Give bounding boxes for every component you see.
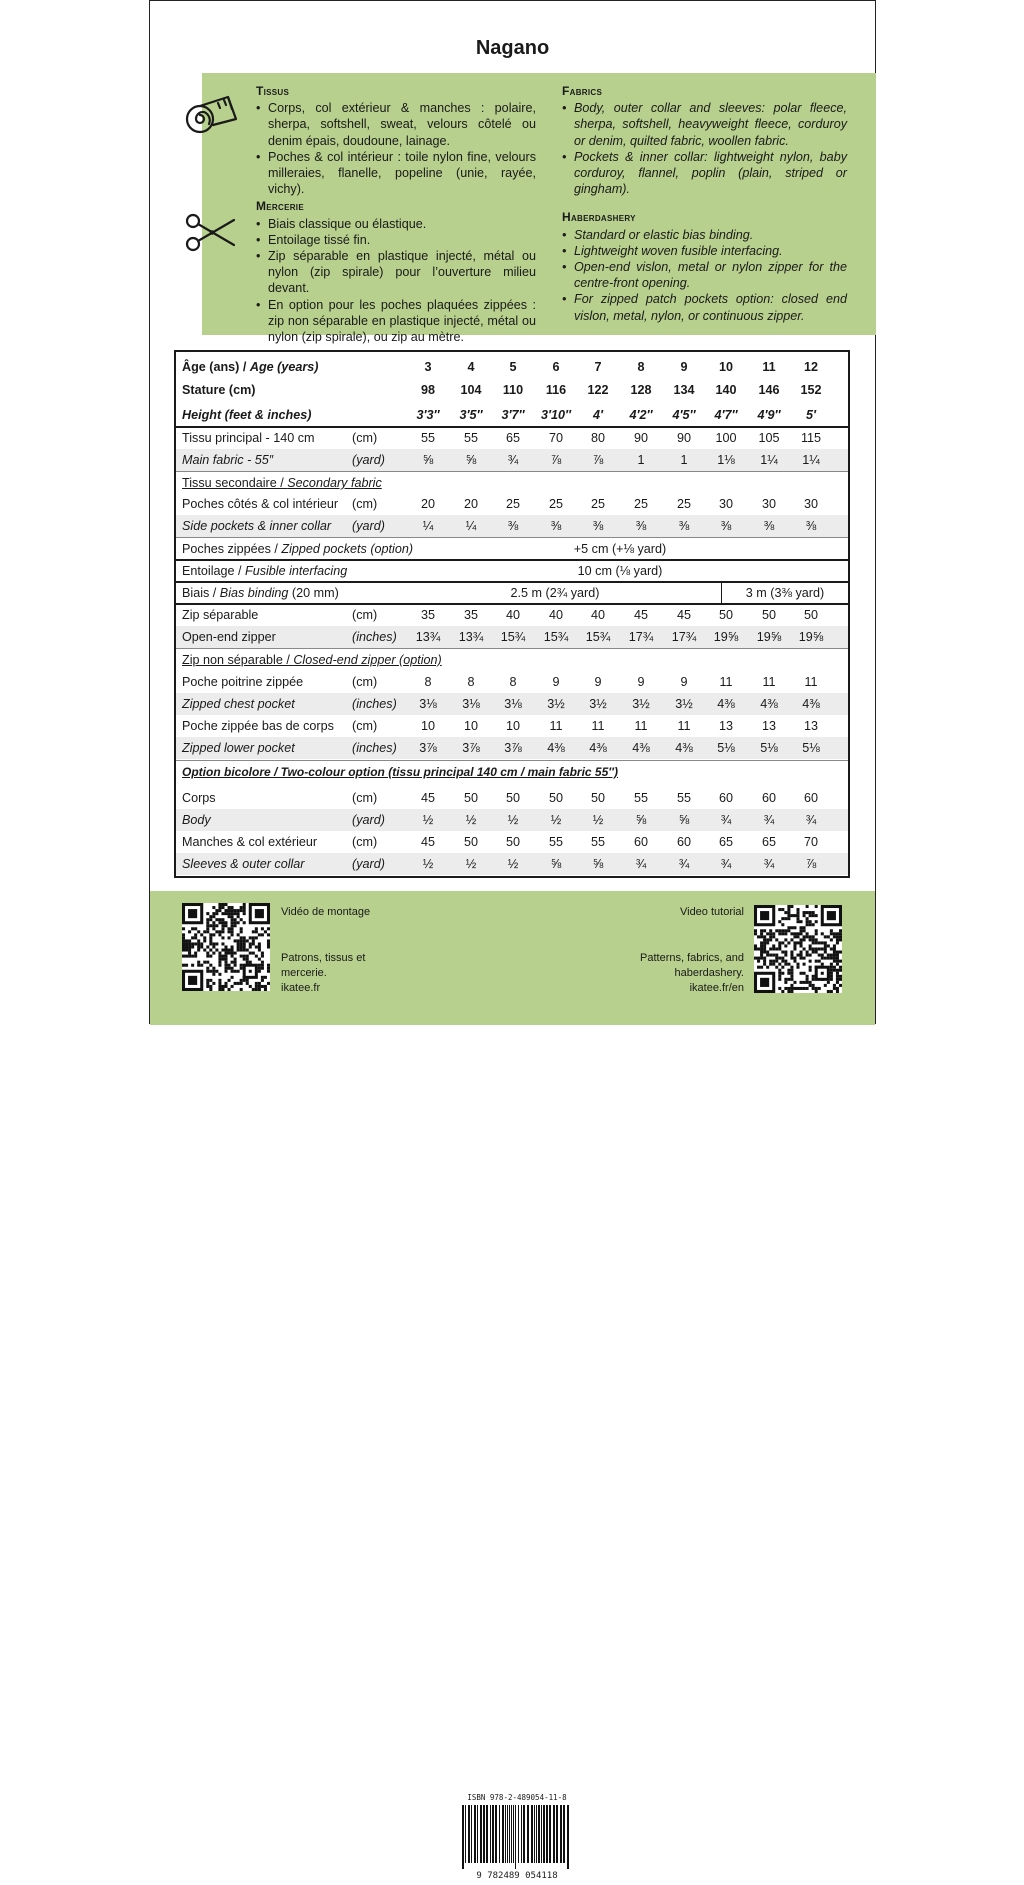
table-cell: 60	[761, 791, 776, 805]
table-cell: 1	[637, 453, 645, 467]
row-label: Poche zippée bas de corps	[182, 719, 334, 733]
row-unit: (cm)	[352, 719, 378, 733]
table-cell: ⅜	[763, 519, 775, 533]
table-cell: ⅜	[635, 519, 647, 533]
interfacing-row	[176, 560, 848, 582]
barcode-bars	[460, 1805, 574, 1869]
side-pockets-cm-row	[176, 493, 848, 515]
main-fabric-cm-row	[176, 427, 848, 449]
row-label	[182, 582, 339, 604]
table-cell: 55	[676, 791, 691, 805]
row-unit: (yard)	[352, 453, 385, 467]
row-label-part: Zipped pockets (option)	[281, 542, 414, 556]
table-cell: 35	[420, 608, 435, 622]
table-cell: 65	[718, 835, 733, 849]
list-item: • Biais classique ou élastique.	[256, 216, 536, 232]
table-cell: 10	[505, 719, 520, 733]
table-cell: 50	[548, 791, 563, 805]
table-cell: 50	[505, 835, 520, 849]
table-cell: 40	[505, 608, 520, 622]
row-unit: (cm)	[352, 497, 378, 511]
list-item: • En option pour les poches plaquées zippées : zip non séparable en plastique injecté, métal ou nylon (zip spirale), ou zip au mètre.	[256, 297, 536, 346]
table-cell: 11	[762, 360, 776, 374]
table-cell: 4⅜	[547, 741, 565, 755]
table-cell: ½	[422, 857, 434, 871]
table-cell: 4⅜	[802, 697, 820, 711]
list-item: • Pockets & inner collar: lightweight nylon, baby corduroy, flannel, poplin (plain, striped or gingham).	[562, 149, 847, 198]
list-item: • Open-end vislon, metal or nylon zipper for the centre-front opening.	[562, 259, 847, 291]
table-cell-span: 2.5 m (2¾ yard)	[510, 586, 600, 600]
table-cell: 11	[677, 719, 691, 733]
size-chart-table	[174, 350, 850, 878]
row-label: Poches côtés & col intérieur	[182, 497, 339, 511]
row-label: Option bicolore / Two-colour option (tissu principal 140 cm / main fabric 55″)	[182, 765, 619, 779]
table-cell: 3′5″	[459, 408, 483, 422]
footer-video-en: Video tutorial	[679, 906, 744, 918]
table-cell: ¾	[678, 857, 690, 871]
table-cell: 1⅛	[717, 453, 735, 467]
table-cell: 5⅛	[717, 741, 735, 755]
row-label-part: Secondary fabric	[287, 476, 382, 490]
secondary-heading-row	[176, 472, 848, 494]
table-cell: ⅜	[550, 519, 562, 533]
table-cell: 11	[591, 719, 605, 733]
table-cell: 5	[509, 360, 517, 374]
row-unit: (inches)	[352, 697, 397, 711]
table-cell: 65	[505, 431, 520, 445]
table-cell: 8	[424, 675, 432, 689]
row-unit: (yard)	[352, 857, 385, 871]
table-cell: 152	[800, 383, 822, 397]
table-cell: 17¾	[671, 630, 697, 644]
table-cell: 8	[467, 675, 475, 689]
table-cell: 5⅛	[802, 741, 820, 755]
body-cm-row	[176, 787, 848, 809]
table-cell: 13¾	[415, 630, 441, 644]
table-cell: 20	[463, 497, 478, 511]
chest-pocket-cm-row	[176, 671, 848, 693]
table-cell: 10	[463, 719, 478, 733]
row-label-part: Fusible interfacing	[245, 564, 348, 578]
list-item: • Lightweight woven fusible interfacing.	[562, 243, 847, 259]
table-cell: 10	[420, 719, 435, 733]
table-cell: 15¾	[585, 630, 611, 644]
table-cell: 3⅛	[462, 697, 480, 711]
chest-pocket-in-row	[176, 693, 848, 715]
fabrics-heading-fr: Tissus	[256, 84, 290, 98]
table-cell: 11	[549, 719, 563, 733]
row-label-part: Zip non séparable /	[182, 653, 294, 667]
table-cell: 9	[594, 675, 602, 689]
table-cell: 122	[587, 383, 609, 397]
table-cell: 60	[633, 835, 648, 849]
table-cell: 45	[676, 608, 691, 622]
row-label-part: (20 mm)	[288, 586, 339, 600]
row-label: Open-end zipper	[182, 630, 276, 644]
row-label-part: Age (years)	[249, 360, 319, 374]
table-cell: 55	[548, 835, 563, 849]
lower-pocket-in-row	[176, 737, 848, 759]
table-cell: 13	[718, 719, 733, 733]
table-cell: ¾	[720, 857, 732, 871]
table-cell: 40	[590, 608, 605, 622]
row-unit: (inches)	[352, 741, 397, 755]
fabrics-list-fr	[256, 100, 536, 197]
lower-pocket-cm-row	[176, 715, 848, 737]
table-cell: 9	[680, 360, 688, 374]
table-cell: 11	[804, 675, 818, 689]
row-label: Side pockets & inner collar	[182, 519, 332, 533]
table-cell: 13¾	[458, 630, 484, 644]
table-cell: 4′2″	[629, 408, 653, 422]
height-row	[176, 404, 848, 426]
scissors-icon	[184, 211, 238, 255]
list-item: • Standard or elastic bias binding.	[562, 227, 847, 243]
sleeves-cm-row	[176, 831, 848, 853]
table-cell: 3⅞	[419, 741, 437, 755]
table-cell: 3	[424, 360, 432, 374]
body-yd-row	[176, 809, 848, 831]
table-cell: 90	[676, 431, 691, 445]
row-label: Height (feet & inches)	[182, 408, 312, 422]
table-cell: ⅜	[507, 519, 519, 533]
table-cell-span: 3 m (3⅜ yard)	[745, 586, 825, 600]
table-cell: 5⅛	[760, 741, 778, 755]
row-unit: (cm)	[352, 675, 378, 689]
table-cell: 116	[545, 383, 567, 397]
table-cell: 13	[803, 719, 818, 733]
table-cell: 25	[633, 497, 648, 511]
barcode-number: 9 782489 054118	[476, 1871, 558, 1881]
table-cell: 30	[803, 497, 818, 511]
row-label-part: Tissu secondaire /	[182, 476, 288, 490]
table-cell: 19⅝	[798, 630, 824, 644]
table-cell: 50	[590, 791, 605, 805]
two-colour-heading-row	[176, 761, 848, 783]
table-cell: ⅞	[805, 857, 817, 871]
table-cell: 50	[463, 835, 478, 849]
table-cell: 12	[803, 360, 818, 374]
row-unit: (yard)	[352, 813, 385, 827]
table-cell: 1	[680, 453, 688, 467]
table-cell: 4′9″	[757, 408, 781, 422]
table-cell: 15¾	[543, 630, 569, 644]
table-cell: 146	[758, 383, 780, 397]
table-cell: 4⅜	[760, 697, 778, 711]
table-cell: 4′	[592, 408, 604, 422]
table-cell: 70	[548, 431, 563, 445]
row-label-part: Âge (ans) /	[182, 360, 250, 374]
row-label-part: Biais /	[182, 586, 220, 600]
table-cell: 3⅞	[504, 741, 522, 755]
row-label: Zipped lower pocket	[182, 741, 295, 755]
isbn-text: ISBN 978-2-489054-11-8	[467, 1793, 567, 1802]
table-cell: 134	[673, 383, 695, 397]
table-cell: 140	[715, 383, 737, 397]
table-cell: 65	[761, 835, 776, 849]
table-cell: 9	[552, 675, 560, 689]
footer-video-fr: Vidéo de montage	[281, 906, 371, 918]
table-cell: 11	[719, 675, 733, 689]
table-cell: ⅞	[550, 453, 562, 467]
table-cell: 25	[676, 497, 691, 511]
table-cell: ¼	[422, 519, 434, 533]
table-cell: 55	[420, 431, 435, 445]
table-cell: 50	[803, 608, 818, 622]
age-row	[176, 356, 848, 378]
requirements-fr	[256, 83, 536, 345]
table-cell: 45	[420, 791, 435, 805]
row-label-part: Poches zippées /	[182, 542, 282, 556]
table-cell: ¾	[720, 813, 732, 827]
row-label	[182, 649, 442, 671]
row-unit: (inches)	[352, 630, 397, 644]
table-cell: 8	[509, 675, 517, 689]
table-cell: 100	[715, 431, 737, 445]
pattern-title: Nagano	[475, 37, 550, 59]
table-cell: ⅝	[592, 857, 604, 871]
list-item: • Entoilage tissé fin.	[256, 232, 536, 248]
table-cell: 4⅜	[675, 741, 693, 755]
table-cell: 30	[718, 497, 733, 511]
table-cell: ⅜	[592, 519, 604, 533]
table-cell: 60	[718, 791, 733, 805]
table-cell: 4⅜	[717, 697, 735, 711]
table-cell-span: 10 cm (⅛ yard)	[577, 564, 663, 578]
table-cell: 70	[803, 835, 818, 849]
list-item: • Body, outer collar and sleeves: polar fleece, sherpa, softshell, heavyweight fleece, corduroy or denim, quilted fabric, woollen fabric.	[562, 100, 847, 149]
table-cell: ¼	[465, 519, 477, 533]
haberdashery-list-fr	[256, 216, 536, 346]
list-item: • Zip séparable en plastique injecté, métal ou nylon (zip spirale) pour l’ouverture milieu devant.	[256, 248, 536, 297]
table-divider-vertical	[721, 581, 722, 603]
table-cell: ⅜	[805, 519, 817, 533]
table-cell: ½	[592, 813, 604, 827]
table-cell: ¾	[635, 857, 647, 871]
table-cell: 3½	[547, 697, 565, 711]
row-label: Poche poitrine zippée	[182, 675, 304, 689]
row-label: Manches & col extérieur	[182, 835, 318, 849]
row-label-part: Entoilage /	[182, 564, 246, 578]
table-cell: 3′10″	[540, 408, 572, 422]
table-cell: 17¾	[628, 630, 654, 644]
table-cell: ¾	[805, 813, 817, 827]
table-cell: 4′7″	[714, 408, 738, 422]
row-label-part: Closed-end zipper (option)	[293, 653, 442, 667]
table-cell: 3½	[589, 697, 607, 711]
bias-binding-row	[176, 582, 848, 604]
table-cell: 11	[634, 719, 648, 733]
table-cell: 7	[594, 360, 602, 374]
haberdashery-heading-fr: Mercerie	[256, 199, 304, 214]
table-cell: 128	[630, 383, 652, 397]
table-cell: 55	[590, 835, 605, 849]
table-cell: 3′3″	[416, 408, 440, 422]
table-cell: ⅝	[550, 857, 562, 871]
table-cell: 15¾	[500, 630, 526, 644]
list-item: • Corps, col extérieur & manches : polaire, sherpa, softshell, sweat, velours côtelé ou denim épais, doudoune, lainage.	[256, 100, 536, 149]
row-label: Corps	[182, 791, 216, 805]
list-item: • Poches & col intérieur : toile nylon fine, velours milleraies, flanelle, popeline (unie, rayée, vichy).	[256, 149, 536, 198]
table-cell-span: +5 cm (+⅛ yard)	[573, 542, 667, 556]
sleeves-yd-row	[176, 853, 848, 875]
table-cell: ½	[507, 813, 519, 827]
row-unit: (cm)	[352, 608, 378, 622]
fabrics-heading-en: Fabrics	[562, 84, 603, 98]
row-label: Body	[182, 813, 211, 827]
row-label: Sleeves & outer collar	[182, 857, 305, 871]
table-cell: 110	[502, 383, 524, 397]
table-cell: 5′	[805, 408, 817, 422]
table-cell: ½	[422, 813, 434, 827]
table-cell: 50	[463, 791, 478, 805]
table-cell: ⅝	[635, 813, 647, 827]
row-label: Tissu principal - 140 cm	[182, 431, 315, 445]
table-cell: 40	[548, 608, 563, 622]
footer-url-fr[interactable]: ikatee.fr	[281, 982, 321, 994]
row-label	[182, 538, 413, 560]
isbn-barcode	[454, 1789, 580, 1885]
fabrics-list-en	[562, 100, 847, 197]
table-cell: 80	[590, 431, 605, 445]
table-cell: 9	[637, 675, 645, 689]
table-cell: 105	[758, 431, 780, 445]
footer-url-en[interactable]: ikatee.fr/en	[689, 982, 744, 994]
table-cell: 3′7″	[501, 408, 525, 422]
table-cell: 4⅜	[589, 741, 607, 755]
table-cell: 25	[505, 497, 520, 511]
row-unit: (cm)	[352, 431, 378, 445]
table-cell: 10	[718, 360, 733, 374]
footer-panel	[150, 891, 875, 1881]
haberdashery-heading-en: Haberdashery	[562, 210, 636, 225]
row-label	[182, 560, 347, 582]
table-cell: 50	[505, 791, 520, 805]
table-cell: ½	[465, 857, 477, 871]
zipped-pockets-row	[176, 538, 848, 560]
table-cell: 3½	[632, 697, 650, 711]
row-label: Main fabric - 55″	[182, 453, 274, 467]
table-cell: 13	[761, 719, 776, 733]
table-cell: 8	[637, 360, 645, 374]
qr-code-video-fr[interactable]	[182, 903, 270, 991]
row-label	[182, 472, 382, 494]
table-cell: ½	[550, 813, 562, 827]
footer-shop-en-2: haberdashery.	[674, 967, 744, 979]
table-cell: 25	[590, 497, 605, 511]
haberdashery-list-en	[562, 227, 847, 324]
row-unit: (cm)	[352, 835, 378, 849]
table-cell: 55	[633, 791, 648, 805]
table-cell: 60	[803, 791, 818, 805]
table-cell: ¾	[507, 453, 519, 467]
footer-shop-fr-2: mercerie.	[281, 967, 327, 979]
table-cell: 3⅛	[504, 697, 522, 711]
row-label: Stature (cm)	[182, 383, 256, 397]
table-cell: 50	[718, 608, 733, 622]
table-cell: 1¼	[802, 453, 820, 467]
table-cell: ⅝	[422, 453, 434, 467]
fabric-roll-icon	[184, 89, 240, 139]
stature-row	[176, 379, 848, 401]
table-cell: ¾	[763, 857, 775, 871]
table-cell: 11	[762, 675, 776, 689]
table-cell: 55	[463, 431, 478, 445]
table-cell: ⅞	[592, 453, 604, 467]
table-cell: 90	[633, 431, 648, 445]
list-item: • For zipped patch pockets option: closed end vislon, metal, nylon, or continuous zipper.	[562, 291, 847, 323]
table-cell: ¾	[763, 813, 775, 827]
table-cell: 115	[800, 431, 822, 445]
row-label-part: Bias binding	[219, 586, 289, 600]
table-cell: 50	[761, 608, 776, 622]
table-cell: 3⅞	[462, 741, 480, 755]
table-cell: 4	[467, 360, 475, 374]
row-label	[182, 356, 319, 378]
footer-shop-en-1: Patterns, fabrics, and	[640, 952, 744, 964]
table-cell: 35	[463, 608, 478, 622]
table-cell: 20	[420, 497, 435, 511]
footer-shop-fr-1: Patrons, tissus et	[281, 952, 366, 964]
table-cell: ⅜	[678, 519, 690, 533]
table-cell: 19⅝	[713, 630, 739, 644]
table-cell: 60	[676, 835, 691, 849]
table-cell: ½	[507, 857, 519, 871]
table-cell: 3½	[675, 697, 693, 711]
row-label: Zipped chest pocket	[182, 697, 295, 711]
row-unit: (yard)	[352, 519, 385, 533]
table-cell: ⅜	[720, 519, 732, 533]
table-cell: 98	[420, 383, 435, 397]
table-cell: ⅝	[465, 453, 477, 467]
row-label: Zip séparable	[182, 608, 259, 622]
open-zip-in-row	[176, 626, 848, 648]
table-cell: 4′5″	[672, 408, 696, 422]
qr-code-video-en[interactable]	[754, 905, 842, 993]
table-cell: 1¼	[760, 453, 778, 467]
table-cell: 25	[548, 497, 563, 511]
table-cell: ⅝	[678, 813, 690, 827]
table-cell: 45	[420, 835, 435, 849]
pattern-back-cover	[149, 0, 876, 1881]
table-cell: 104	[460, 383, 482, 397]
table-cell: 19⅝	[756, 630, 782, 644]
table-cell: 30	[761, 497, 776, 511]
row-unit: (cm)	[352, 791, 378, 805]
side-pockets-yd-row	[176, 515, 848, 537]
main-fabric-yd-row	[176, 449, 848, 471]
closed-zip-heading-row	[176, 649, 848, 671]
table-cell: 4⅜	[632, 741, 650, 755]
table-cell: 3⅛	[419, 697, 437, 711]
table-cell: 6	[552, 360, 560, 374]
open-zip-cm-row	[176, 604, 848, 626]
requirements-en	[562, 83, 847, 324]
table-cell: 45	[633, 608, 648, 622]
table-cell: 9	[680, 675, 688, 689]
table-cell: ½	[465, 813, 477, 827]
